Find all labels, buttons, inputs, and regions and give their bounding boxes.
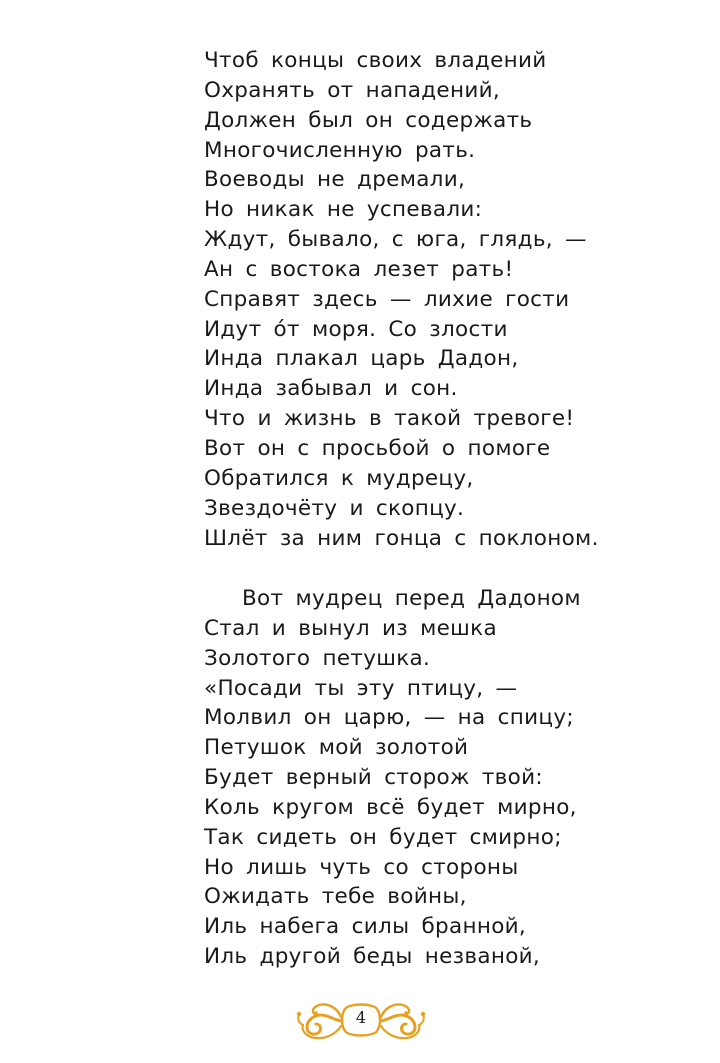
poem-line: Воеводы не дремали,: [204, 167, 466, 193]
poem-line: Инда плакал царь Дадон,: [204, 346, 519, 372]
poem-line: Будет верный сторож твой:: [204, 765, 543, 791]
page-number: 4: [355, 1008, 367, 1027]
poem-line: Ан с востока лезет рать!: [204, 256, 514, 282]
poem-line: Вот мудрец перед Дадоном: [242, 586, 581, 611]
poem-line: Молвил он царю, — на спицу;: [204, 705, 574, 731]
poem-line: Золотого петушка.: [204, 645, 431, 671]
poem-line: Но лишь чуть со стороны: [204, 854, 519, 880]
poem-line: Коль кругом всё будет мирно,: [204, 794, 577, 820]
poem-line: Иль набега силы бранной,: [204, 914, 527, 940]
poem-line: Что и жизнь в такой тревоге!: [204, 406, 575, 432]
poem-line: Вот он с просьбой о помоге: [204, 435, 551, 461]
poem-line: Должен был он содержать: [204, 107, 533, 133]
poem-line: Так сидеть он будет смирно;: [204, 824, 562, 850]
poem-line: Но никак не успевали:: [204, 197, 483, 223]
poem-line: Стал и вынул из мешка: [204, 615, 497, 641]
poem-line: Идут о́т моря. Со злости: [204, 316, 508, 342]
poem-line: Инда забывал и сон.: [204, 376, 458, 402]
poem-line: Многочисленную рать.: [204, 137, 476, 163]
stanza-2: [204, 584, 581, 972]
poem-line: Петушок мой золотой: [204, 735, 469, 761]
poem-line: Ожидать тебе войны,: [204, 884, 467, 910]
poem-line: Чтоб концы своих владений: [204, 48, 547, 73]
poem-line: Иль другой беды незваной,: [204, 944, 541, 970]
poem-line: Обратился к мудрецу,: [204, 465, 474, 491]
stanza-1: [204, 46, 599, 553]
poem-line: Ждут, бывало, с юга, глядь, —: [204, 227, 587, 253]
poem-line: Охранять от нападений,: [204, 77, 500, 103]
poem-line: Справят здесь — лихие гости: [204, 286, 570, 312]
poem-line: Звездочёту и скопцу.: [204, 495, 465, 521]
poem-line: «Посади ты эту птицу, —: [204, 675, 518, 701]
poem-line: Шлёт за ним гонца с поклоном.: [204, 525, 599, 551]
